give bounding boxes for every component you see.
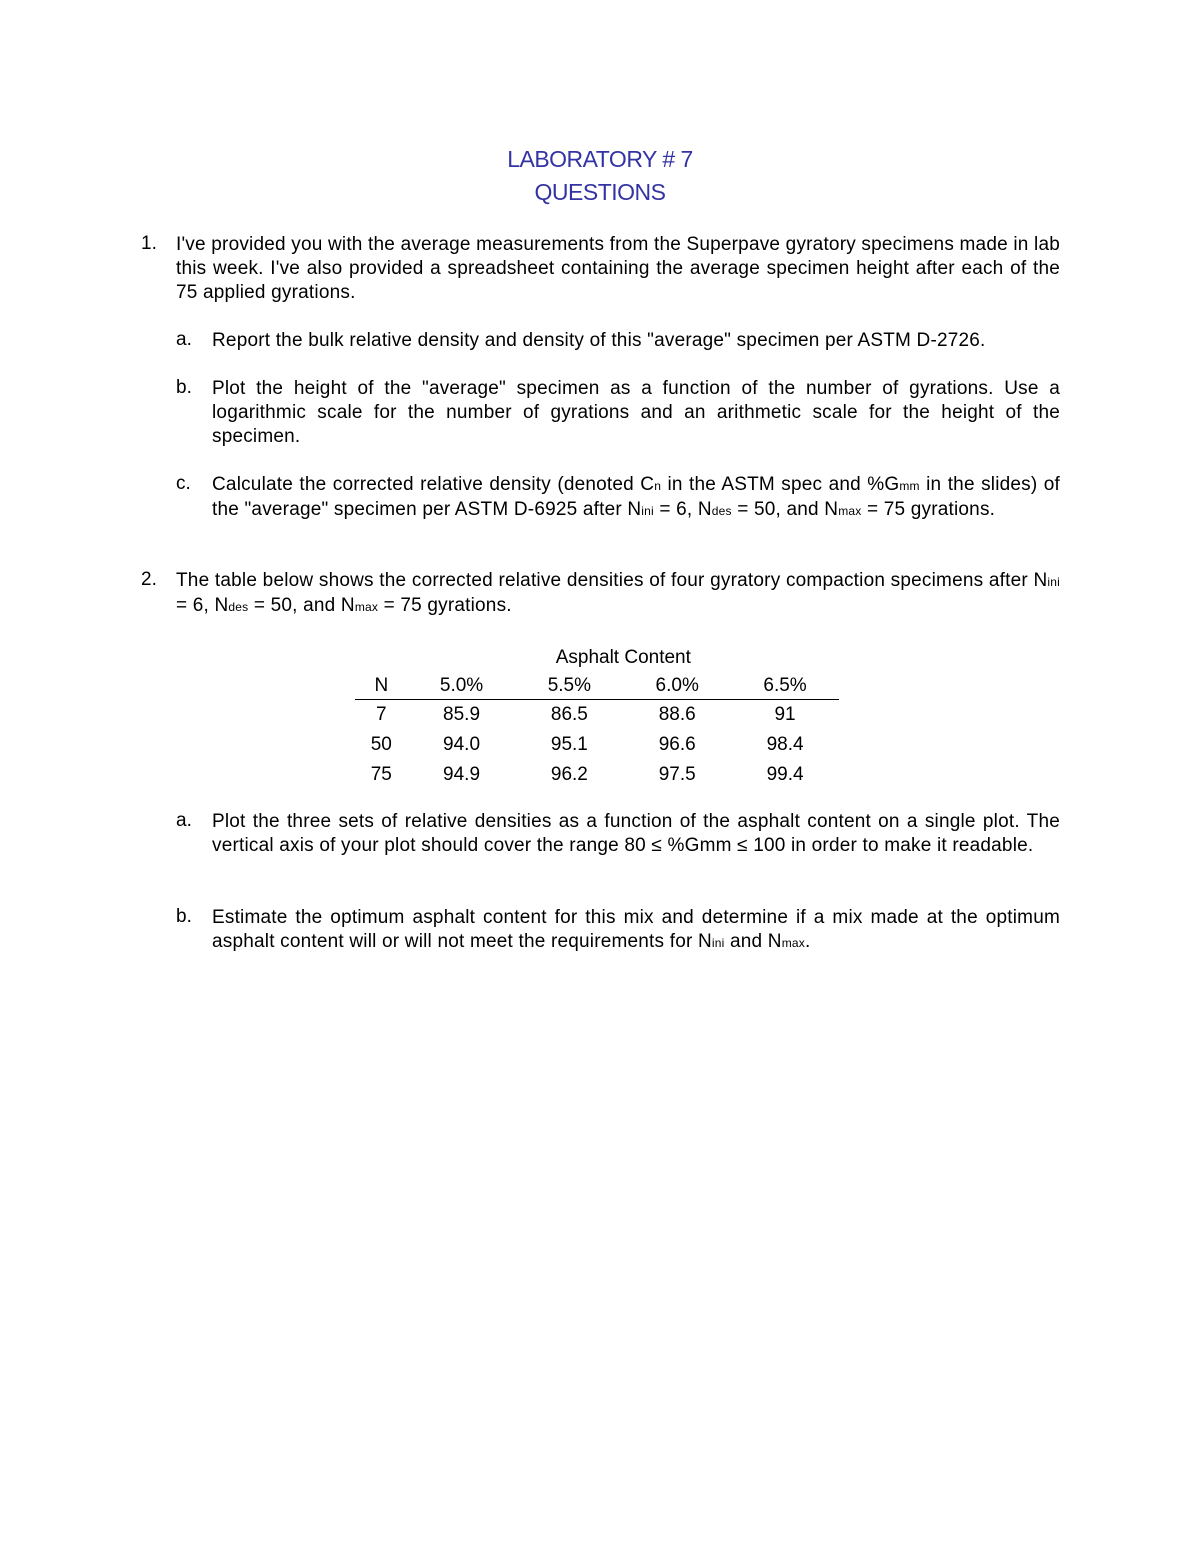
table-cell: 98.4 <box>766 734 804 755</box>
table-header: 5.5% <box>515 673 623 700</box>
question-2-number: 2. <box>141 569 157 590</box>
table-cell: 91 <box>774 704 796 725</box>
question-1-number: 1. <box>141 233 157 254</box>
page-subtitle: QUESTIONS <box>534 179 666 205</box>
table-header: N <box>355 673 408 700</box>
table-row <box>355 760 839 790</box>
table-caption: Asphalt Content <box>555 647 691 668</box>
density-table <box>355 643 839 790</box>
table-cell: 94.0 <box>443 734 481 755</box>
question-1a-text: Report the bulk relative density and density of this "average" specimen per ASTM D-2726. <box>212 330 986 351</box>
question-2a-text: Plot the three sets of relative densities as a function of the asphalt content on a single plot. The vertical axis of your plot should cover the range 80 ≤ %Gmm ≤ 100 in order to make it readable. <box>212 811 1060 856</box>
table-cell: 88.6 <box>658 704 696 725</box>
table-row <box>355 700 839 731</box>
table-cell: 50 <box>370 734 392 755</box>
table-cell: 75 <box>370 764 392 785</box>
table-header: 5.0% <box>408 673 516 700</box>
question-2b-text: Estimate the optimum asphalt content for this mix and determine if a mix made at the optimum asphalt content will or will not meet the requirements for Nini and Nmax. <box>212 907 1060 952</box>
question-1c-text: Calculate the corrected relative density (denoted Cn in the ASTM spec and %Gmm in the slides) of the "average" specimen per ASTM D-6925 after Nini = 6, Ndes = 50, and Nmax = 75 gyrations. <box>212 474 1060 520</box>
table-cell: 96.6 <box>658 734 696 755</box>
question-1c-letter: c. <box>176 473 191 494</box>
question-2-text: The table below shows the corrected relative densities of four gyratory compaction specimens after Nini = 6, Ndes = 50, and Nmax = 75 gyrations. <box>176 570 1060 616</box>
page-title: LABORATORY # 7 <box>507 146 693 172</box>
question-1b-letter: b. <box>176 377 192 398</box>
question-1a-letter: a. <box>176 329 192 350</box>
table-cell: 95.1 <box>550 734 588 755</box>
table-cell: 86.5 <box>550 704 588 725</box>
table-cell: 85.9 <box>443 704 481 725</box>
table-header: 6.0% <box>623 673 731 700</box>
table-cell: 99.4 <box>766 764 804 785</box>
question-1-text: I've provided you with the average measurements from the Superpave gyratory specimens made in lab this week. I've also provided a spreadsheet containing the average specimen height after each of the 75 applied gyrations. <box>176 234 1060 303</box>
question-2b-letter: b. <box>176 906 192 927</box>
table-cell: 94.9 <box>443 764 481 785</box>
question-2a-letter: a. <box>176 810 192 831</box>
table-cell: 96.2 <box>550 764 588 785</box>
table-cell: 7 <box>376 704 387 725</box>
table-cell: 97.5 <box>658 764 696 785</box>
table-row <box>355 730 839 760</box>
table-header: 6.5% <box>731 673 839 700</box>
question-1b-text: Plot the height of the "average" specimen as a function of the number of gyrations. Use a logarithmic scale for the number of gyrations and an arithmetic scale for the height of the specimen. <box>212 378 1060 447</box>
